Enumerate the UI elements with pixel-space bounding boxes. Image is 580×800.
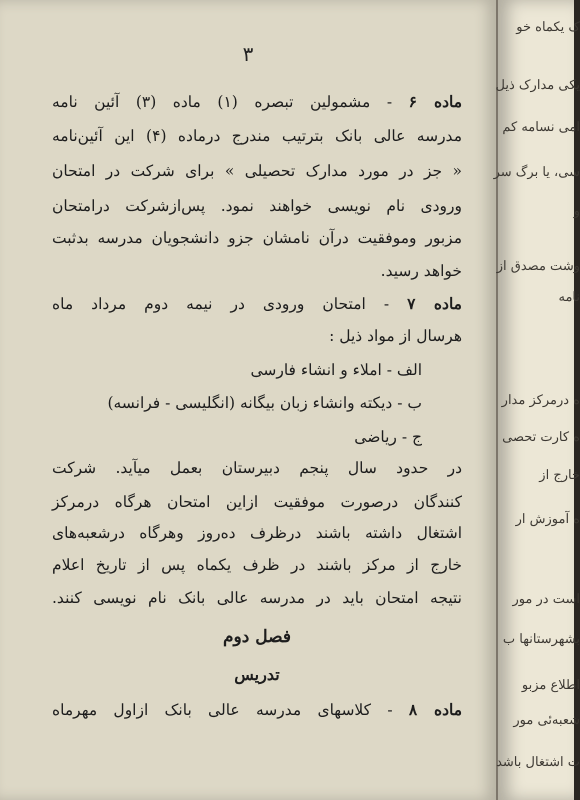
facing-page-line: ه آموزش ار (515, 512, 580, 527)
facing-page-line: بشهرستانها ب (502, 632, 580, 647)
facing-page-line: امی نسامه کم (502, 120, 580, 135)
facing-page-line: شعبه‌ئی مور (513, 713, 580, 728)
subject-b: ب - دیکته وانشاء زبان بیگانه (انگلیسی - فرانسه) (107, 394, 422, 412)
article-8-line-1: ماده ۸ - کلاسهای مدرسه عالی بانک ازاول مهرماه (52, 700, 463, 719)
subject-c: ج - ریاضی (354, 428, 422, 446)
article-6-line-4: ورودی نام نویسی خواهند نمود. پس‌ازشرکت درامتحان (52, 197, 462, 215)
article-6-line-3: « جز در مورد مدارک تحصیلی » برای شرکت در امتحان (52, 162, 462, 180)
article-7-line-5: اشتغال داشته باشند درظرف ده‌روز وهرگاه درشعبه‌های (52, 524, 462, 542)
article-7-line-6: خارج از مرکز باشند در ظرف یکماه پس از تاریخ اعلام (52, 556, 462, 574)
article-6-line-5: مزبور وموفقیت درآن نامشان جزو دانشجویان مدرسه بدثبت (52, 229, 462, 247)
facing-page-line: یکی مدارک ذیل (495, 78, 580, 93)
facing-page-line: و (573, 204, 580, 219)
page-number: ۳ (242, 42, 254, 66)
facing-page-line: ه درمرکز مدار (501, 393, 580, 408)
article-7-line-7: نتیجه امتحان باید در مدرسه عالی بانک نام نویسی کنند. (52, 589, 462, 607)
facing-page-line: ت اشتغال باشد (496, 755, 580, 770)
facing-page-line: وشت مصدق از (496, 259, 580, 274)
article-7-line-1: ماده ۷ - امتحان ورودی در نیمه دوم مرداد ماه (52, 294, 462, 313)
facing-page (493, 0, 580, 800)
chapter-title: فصل دوم (223, 627, 291, 647)
article-7-line-3: در حدود سال پنجم دبیرستان بعمل میآید. شرکت (52, 459, 462, 477)
article-6-line-2: مدرسه عالی بانک بترتیب مندرج درماده (۴) این آئین‌نامه (52, 127, 462, 145)
facing-page-line: ک یکماه خو (516, 20, 580, 35)
facing-page-line: سی، یا برگ سر (493, 165, 580, 180)
article-6-line-6: خواهد رسید. (380, 262, 462, 280)
section-title: تدریس (234, 665, 280, 684)
article-7-line-4: کنندگان درصورت موفقیت ازاین امتحان هرگاه درمرکز (52, 493, 462, 511)
article-7-line-2: هرسال از مواد ذیل : (329, 327, 462, 345)
facing-page-line: ه کارت تحصی (502, 430, 580, 445)
facing-page-line: است در مور (512, 592, 580, 607)
subject-a: الف - املاء و انشاء فارسی (250, 361, 422, 379)
article-6-line-1: ماده ۶ - مشمولین تبصره (۱) ماده (۳) آئین نامه (52, 92, 462, 111)
facing-page-line: اطلاع مزبو (521, 678, 580, 693)
facing-page-line: نامه (558, 290, 580, 305)
facing-page-line: خارج از (539, 468, 580, 483)
